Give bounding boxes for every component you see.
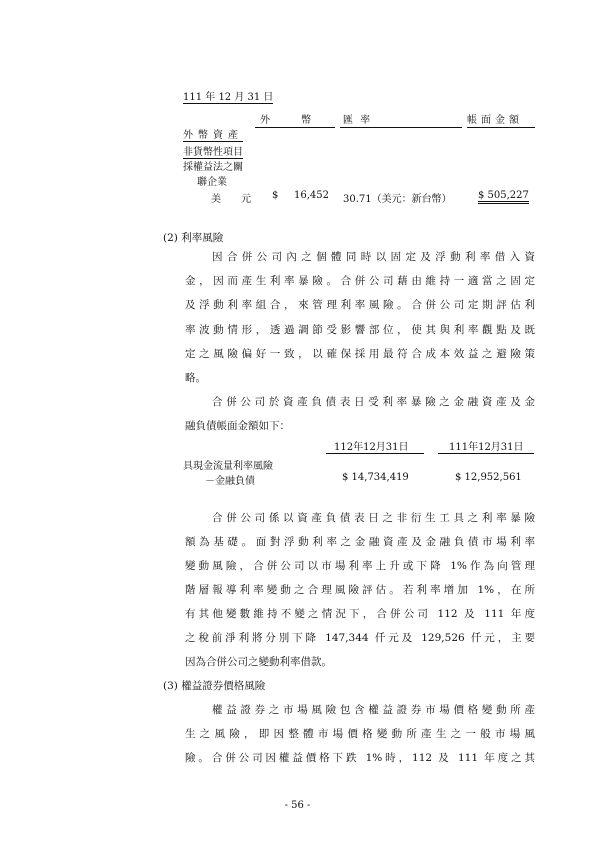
para-line: 權益證券之市場風險包含權益證券市場價格變動所產: [212, 704, 535, 716]
para-line: 變動風險，合併公司以市場利率上升或下降 1%作為向管理: [185, 560, 535, 572]
para-line: 階層報導利率變動之合理風險評估。若利率增加 1%，在所: [185, 584, 535, 596]
para-line: 之稅前淨利將分別下降 147,344 仟元及 129,526 仟元，主要: [185, 632, 535, 644]
para-line: 定之風險偏好一致，以確保採用最符合成本效益之避險策: [185, 348, 535, 360]
para-line: 金，因而產生利率暴險。合併公司藉由維持一適當之固定: [185, 275, 535, 287]
fx-col-rule-fx: [255, 127, 335, 128]
fx-col-header-rate: 匯 率: [343, 115, 373, 126]
section-3-heading: (3) 權益證券價格風險: [163, 680, 266, 692]
fx-row-sub2a: 採權益法之關: [183, 162, 243, 173]
para-line: 及浮動利率組合，來管理利率風險。合併公司定期評估利: [185, 299, 535, 311]
rate-row-label: －金融負債: [205, 476, 255, 487]
fx-row-rate: 30.71（美元：新台幣）: [343, 194, 452, 205]
rate-col-header-112: 112年12月31日: [334, 442, 409, 453]
para-line: 略。: [185, 372, 206, 384]
rate-row-head: 具現金流量利率風險: [183, 461, 273, 472]
rate-col-header-111: 111年12月31日: [449, 442, 524, 453]
para-line: 險。合併公司因權益價格下跌 1%時，112 及 111 年度之其: [185, 752, 535, 764]
fx-row-currency: 美 元: [211, 194, 251, 205]
para-line: 額為基礎。面對浮動利率之金融資產及金融負債市場利率: [185, 536, 535, 548]
fx-row-sub2b: 聯企業: [197, 177, 227, 188]
page-number: - 56 -: [284, 800, 311, 811]
fx-row-dollar: $: [272, 190, 279, 201]
fx-row-book: $ 505,227: [478, 190, 529, 204]
rate-row-value-112: $ 14,734,419: [342, 472, 409, 483]
rate-row-value-111: $ 12,952,561: [455, 472, 522, 483]
rate-col-rule-112: [326, 453, 424, 454]
para-line: 因合併公司內之個體同時以固定及浮動利率借入資: [212, 251, 535, 263]
fx-row-sub1: 非貨幣性項目: [183, 143, 243, 159]
fx-col-rule-rate: [340, 127, 462, 128]
para-line: 融負債帳面金額如下：: [185, 420, 290, 432]
para-line: 生之風險，即因整體市場價格變動所產生之一般市場風: [185, 728, 535, 740]
fx-col-rule-book: [467, 127, 535, 128]
section-2-heading: (2) 利率風險: [163, 232, 224, 244]
fx-row-fx-amount: 16,452: [294, 190, 329, 201]
para-line: 合併公司於資產負債表日受利率暴險之金融資產及金: [212, 396, 535, 408]
rate-col-rule-111: [438, 453, 534, 454]
para-line: 因為合併公司之變動利率借款。: [185, 656, 332, 668]
fx-col-header-book: 帳面金額: [467, 115, 523, 126]
fx-table-date: 111 年 12 月 31 日: [183, 88, 273, 104]
fx-row-head: 外幣資產: [183, 126, 243, 142]
para-line: 有其他變數維持不變之情況下，合併公司 112 及 111 年度: [185, 608, 535, 620]
para-line: 率波動情形，透過調節受影響部位，使其與利率觀點及既: [185, 324, 535, 336]
para-line: 合併公司係以資產負債表日之非衍生工具之利率暴險: [212, 512, 535, 524]
fx-col-header-fx: 外 幣: [260, 115, 326, 126]
